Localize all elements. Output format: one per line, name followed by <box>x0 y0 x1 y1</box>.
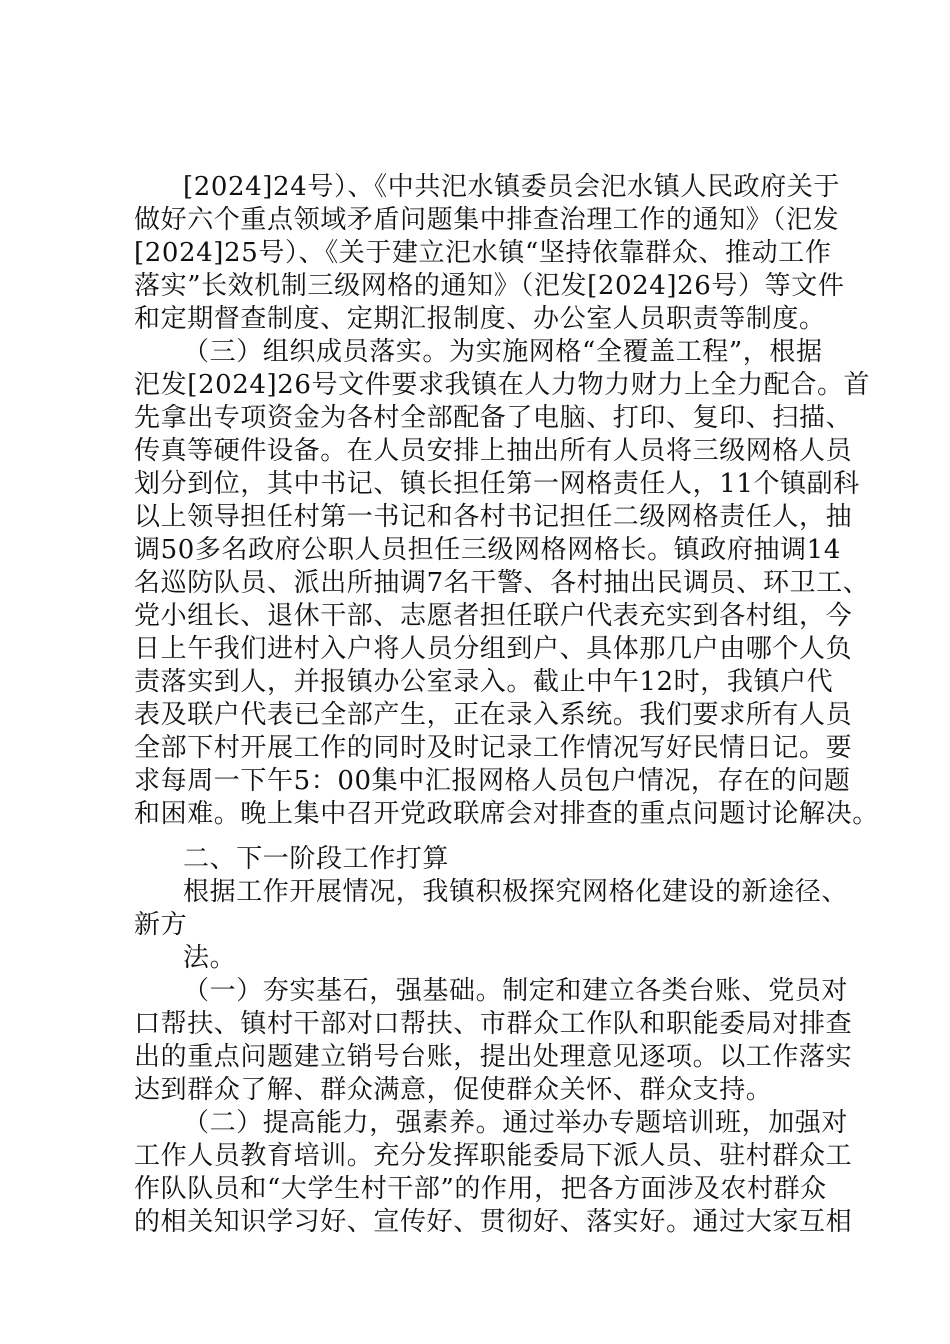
body-text-line: 划分到位，其中书记、镇长担任第一网格责任人，11个镇副科 <box>134 469 860 499</box>
body-text-line: [2024]24号）、《中共汜水镇委员会汜水镇人民政府关于 <box>183 172 840 202</box>
section-heading-two: 二、下一阶段工作打算 <box>183 844 450 874</box>
body-text-line: 责落实到人，并报镇办公室录入。截止中午12时，我镇户代 <box>134 667 834 697</box>
body-text-line: 作队队员和“大学生村干部”的作用，把各方面涉及农村群众 <box>134 1174 827 1204</box>
body-text-line: 和困难。晚上集中召开党政联席会对排查的重点问题讨论解决。 <box>134 799 879 829</box>
body-text-line: 达到群众了解、群众满意，促使群众关怀、群众支持。 <box>134 1075 773 1105</box>
body-text-line: 先拿出专项资金为各村全部配备了电脑、打印、复印、扫描、 <box>134 403 853 433</box>
body-text-line: 日上午我们进村入户将人员分组到户、具体那几户由哪个人负 <box>134 634 853 664</box>
body-text-line: 工作人员教育培训。充分发挥职能委局下派人员、驻村群众工 <box>134 1141 853 1171</box>
body-text-line: 党小组长、退休干部、志愿者担任联户代表充实到各村组，今 <box>134 601 853 631</box>
body-text-line: 和定期督查制度、定期汇报制度、办公室人员职责等制度。 <box>134 304 826 334</box>
section-heading-three: （三）组织成员落实。为实施网格“全覆盖工程”，根据 <box>183 337 823 367</box>
body-text-line: 新方 <box>134 910 188 940</box>
body-text-line: 根据工作开展情况，我镇积极探究网格化建设的新途径、 <box>183 877 849 907</box>
body-text-line: 落实”长效机制三级网格的通知》（汜发[2024]26号）等文件 <box>134 271 845 301</box>
body-text-line: 法。 <box>183 943 237 973</box>
body-text-line: 做好六个重点领域矛盾问题集中排查治理工作的通知》（汜发 <box>134 205 840 235</box>
body-text-line: 表及联户代表已全部产生，正在录入系统。我们要求所有人员 <box>134 700 853 730</box>
body-text-line: 调50多名政府公职人员担任三级网格网格长。镇政府抽调14 <box>134 535 841 565</box>
body-text-line: 出的重点问题建立销号台账，提出处理意见逐项。以工作落实 <box>134 1042 853 1072</box>
body-text-line: 全部下村开展工作的同时及时记录工作情况写好民情日记。要 <box>134 733 853 763</box>
body-text-line: 传真等硬件设备。在人员安排上抽出所有人员将三级网格人员 <box>134 436 853 466</box>
body-text-line: 汜发[2024]26号文件要求我镇在人力物力财力上全力配合。首 <box>134 370 871 400</box>
section-heading-two-sub: （二）提高能力，强素养。通过举办专题培训班，加强对 <box>183 1108 849 1138</box>
body-text-line: [2024]25号）、《关于建立汜水镇“坚持依靠群众、推动工作 <box>134 238 832 268</box>
section-heading-one: （一）夯实基石，强基础。制定和建立各类台账、党员对 <box>183 976 849 1006</box>
body-text-line: 的相关知识学习好、宣传好、贯彻好、落实好。通过大家互相 <box>134 1207 853 1237</box>
body-text-line: 求每周一下午5：00集中汇报网格人员包户情况，存在的问题 <box>134 766 851 796</box>
body-text-line: 名巡防队员、派出所抽调7名干警、各村抽出民调员、环卫工、 <box>134 568 870 598</box>
body-text-line: 口帮扶、镇村干部对口帮扶、市群众工作队和职能委局对排查 <box>134 1009 853 1039</box>
body-text-line: 以上领导担任村第一书记和各村书记担任二级网格责任人，抽 <box>134 502 853 532</box>
